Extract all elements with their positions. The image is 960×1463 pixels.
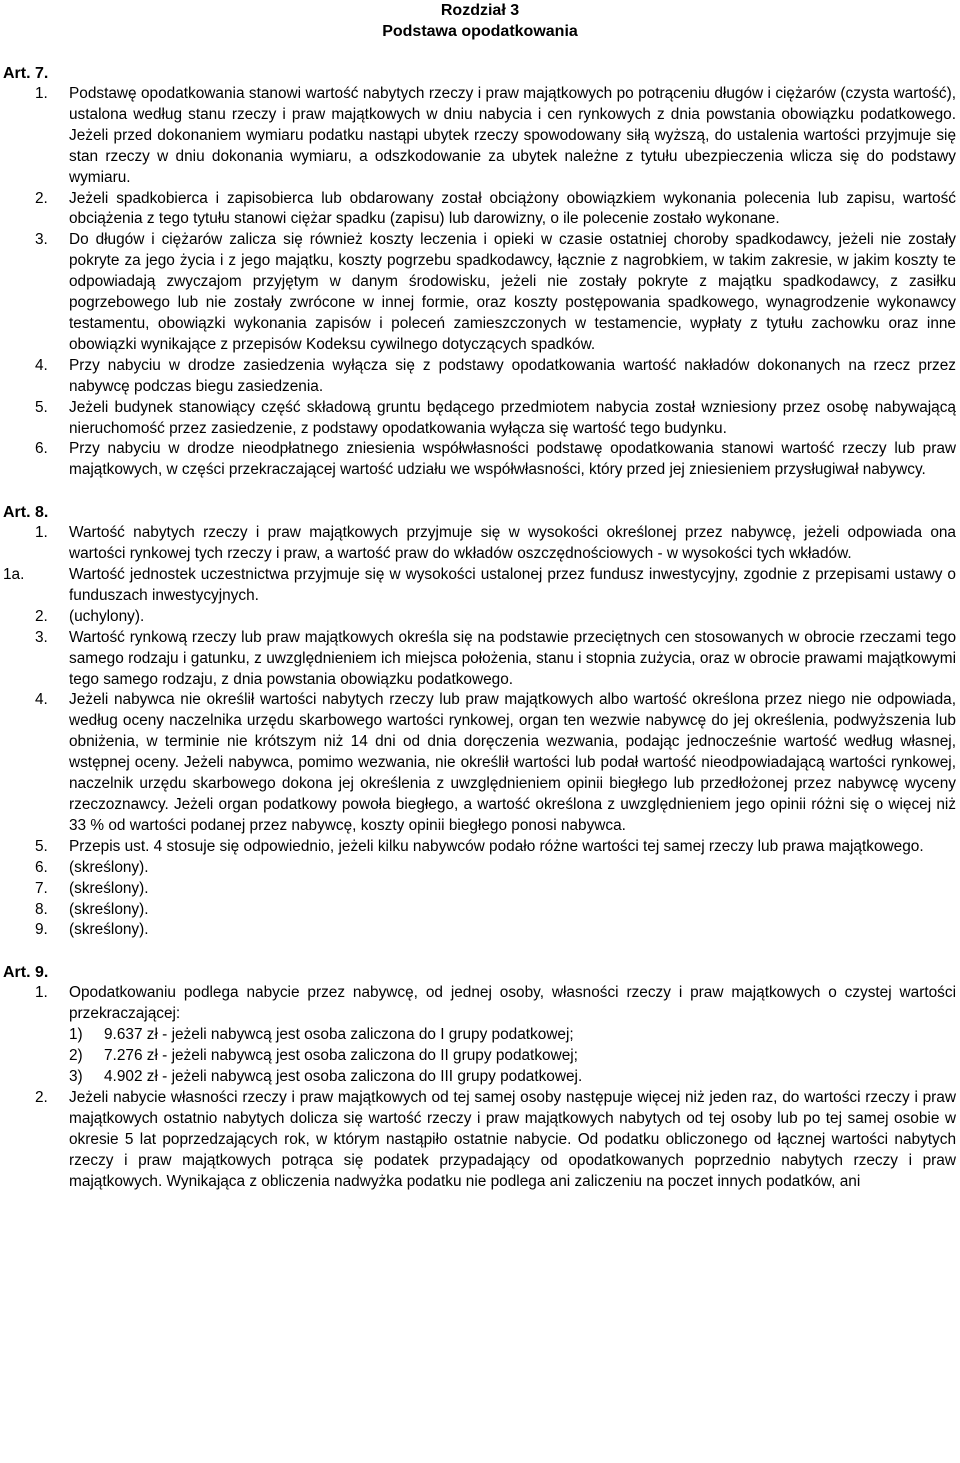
paragraph [0, 983, 960, 1025]
paragraph-number: 1a. [3, 566, 25, 584]
paragraph [0, 858, 960, 879]
paragraph-text: Opodatkowaniu podlega nabycie przez nabywcę, od jednej osoby, własności rzeczy i praw majątkowych o czystej wartości przekraczającej: [69, 984, 956, 1023]
paragraph [0, 607, 960, 628]
article-label: Art. 8. [3, 504, 49, 522]
paragraph [0, 879, 960, 900]
article-label: Art. 7. [3, 65, 49, 82]
list-item-number: 3) [69, 1067, 83, 1085]
paragraph [0, 565, 960, 607]
list-item-number: 1) [69, 1026, 83, 1044]
paragraph [0, 1088, 960, 1193]
paragraph-number: 1. [35, 524, 48, 542]
article-7 [0, 63, 960, 481]
paragraph [0, 523, 960, 565]
paragraph [0, 690, 960, 836]
paragraph-number: 8. [35, 900, 48, 918]
paragraph-text: Jeżeli nabywca nie określił wartości nabytych rzeczy lub praw majątkowych albo wartość określona przez niego nie odpowiada, według oceny naczelnika urzędu skarbowego wartości rynkowej, organ ten wezwie nabywcę do jej określenia, podwyższenia lub obniżenia, w terminie nie krótszym niż 14 dni od dnia doręczenia wezwania, podając jednocześnie wartość według własnej, wstępnej oceny. Jeżeli nabywca, pomimo wezwania, nie określił wartości lub podał wartość nieodpowiadającą wartości rynkowej, naczelnik urzędu skarbowego dokona jej określenia z uwzględnieniem opinii biegłego lub przedłożonej przez nabywcę wyceny rzeczoznawcy. Jeżeli organ podatkowy powoła biegłego, a wartość określona z uwzględnieniem jego opinii różni się o więcej niż 33 % od wartości podanej przez nabywcę, koszty opinii biegłego ponosi nabywca. [69, 691, 956, 834]
list-item [0, 1046, 960, 1067]
paragraph-number: 4. [35, 691, 48, 709]
paragraph [0, 439, 960, 481]
paragraph-number: 3. [35, 628, 48, 646]
paragraph [0, 356, 960, 398]
paragraph-number: 9. [35, 921, 48, 939]
paragraph-number: 1. [35, 85, 48, 102]
list-item [0, 1067, 960, 1088]
paragraph-text: Przy nabyciu w drodze zasiedzenia wyłącza się z podstawy opodatkowania wartość nakładów dokonanych na rzecz przez nabywcę podczas biegu zasiedzenia. [69, 356, 956, 395]
list-item-number: 2) [69, 1047, 83, 1065]
paragraph-text: Wartość rynkową rzeczy lub praw majątkowych określa się na podstawie przeciętnych cen stosowanych w obrocie rzeczami tego samego rodzaju i gatunku, z uwzględnieniem ich miejsca położenia, stanu i stopnia zużycia, oraz w obrocie prawami majątkowymi tego samego rodzaju, z dnia powstania obowiązku podatkowego. [69, 628, 956, 688]
paragraph-number: 2. [35, 607, 48, 625]
paragraph-number: 2. [35, 189, 48, 207]
chapter-title: Rozdział 3 [440, 2, 520, 19]
paragraph-text: Do długów i ciężarów zalicza się również koszty leczenia i opieki w czasie ostatniej choroby spadkodawcy, jeżeli nie zostały pokryte za jego życia i z jego majątku, koszty pogrzebu spadkodawcy, łącznie z nagrobkiem, w takim zakresie, w jakim koszty te odpowiadają zwyczajom przyjętym w danym środowisku, jeżeli nie zostały pokryte z majątku spadkodawcy, z zasiłku pogrzebowego lub nie zostały zwrócone w innej formie, oraz koszty postępowania spadkowego, wynagrodzenie wykonawcy testamentu, obowiązki wykonania zapisów i poleceń zamieszczonych w testamencie, wypłaty z tytułu zachowku oraz inne obowiązki wynikające z przepisów Kodeksu cywilnego dotyczących spadków. [69, 231, 956, 353]
article-9 [0, 962, 960, 1192]
paragraph-text: (uchylony). [69, 607, 145, 625]
paragraph-number: 5. [35, 398, 48, 416]
paragraph [0, 837, 960, 858]
paragraph-text: (skreślony). [69, 879, 149, 897]
paragraph-number: 1. [35, 984, 48, 1002]
paragraph [0, 398, 960, 440]
spacer [0, 481, 960, 502]
paragraph [0, 900, 960, 921]
paragraph-text: Przy nabyciu w drodze nieodpłatnego zniesienia współwłasności podstawę opodatkowania stanowi wartość rzeczy lub praw majątkowych, w części przekraczającej wartość udziału we współwłasności, który przed jej zniesieniem przysługiwał nabywcy. [69, 440, 956, 479]
paragraph-number: 5. [35, 837, 48, 855]
paragraph-text: (skreślony). [69, 858, 149, 876]
paragraph-text: Jeżeli spadkobierca i zapisobierca lub obdarowany został obciążony obowiązkiem wykonania polecenia lub zapisu, wartość obciążenia z tego tytułu stanowi ciężar spadku (zapisu) lub darowizny, o ile polecenie zostało wykonane. [69, 189, 956, 228]
article-label: Art. 9. [3, 964, 49, 982]
paragraph [0, 628, 960, 691]
paragraph-text: Wartość nabytych rzeczy i praw majątkowych przyjmuje się w wysokości określonej przez nabywcę, jeżeli odpowiada ona wartości rynkowej tych rzeczy i praw, a wartość praw do wkładów oszczędnościowych - w wysokości tych wkładów. [69, 524, 956, 563]
article-8 [0, 502, 960, 941]
list-item [0, 1025, 960, 1046]
list-item-text: 7.276 zł - jeżeli nabywcą jest osoba zaliczona do II grupy podatkowej; [104, 1047, 578, 1065]
paragraph-number: 3. [35, 231, 48, 249]
paragraph-text: Jeżeli nabycie własności rzeczy i praw majątkowych od tej samej osoby następuje więcej niż jeden raz, do wartości rzeczy i praw majątkowych ostatnio nabytych dolicza się wartość rzeczy i praw majątkowych nabytych od tej osoby lub po tej samej osobie w okresie 5 lat poprzedzających rok, w którym nastąpiło ostatnie nabycie. Od podatku obliczonego od łącznej wartości nabytych rzeczy i praw majątkowych potrąca się podatek przypadający od opodatkowanych poprzednio nabytych rzeczy i praw majątkowych. Wynikająca z obliczenia nadwyżka podatku nie podlega ani zaliczeniu na poczet innych podatków, ani [69, 1088, 956, 1190]
paragraph-number: 7. [35, 879, 48, 897]
paragraph [0, 230, 960, 355]
chapter-subtitle: Podstawa opodatkowania [382, 23, 578, 40]
spacer [0, 941, 960, 962]
paragraph-text: Podstawę opodatkowania stanowi wartość nabytych rzeczy i praw majątkowych po potrąceniu długów i ciężarów (czysta wartość), ustalona według stanu rzeczy i praw majątkowych w dniu nabycia i cen rynkowych z dnia powstania obowiązku podatkowego. Jeżeli przed dokonaniem wymiaru podatku nastąpi ubytek rzeczy spowodowany siłą wyższą, do ustalenia wartości przyjmuje się stan rzeczy w dniu dokonania wymiaru, a odszkodowanie za ubytek należne z tytułu ubezpieczenia wlicza się do podstawy wymiaru. [69, 85, 956, 186]
paragraph-text: Jeżeli budynek stanowiący część składową gruntu będącego przedmiotem nabycia został wzniesiony przez osobę nabywającą nieruchomość przez zasiedzenie, z podstawy opodatkowania wyłącza się wartość tego budynku. [69, 398, 956, 437]
paragraph [0, 189, 960, 231]
paragraph [0, 920, 960, 941]
paragraph [0, 84, 960, 189]
paragraph-number: 2. [35, 1088, 48, 1106]
paragraph-text: Wartość jednostek uczestnictwa przyjmuje się w wysokości ustalonej przez fundusz inwestycyjny, zgodnie z przepisami ustawy o funduszach inwestycyjnych. [69, 566, 956, 604]
spacer [0, 42, 960, 63]
paragraph-text: (skreślony). [69, 900, 149, 918]
paragraph-number: 6. [35, 858, 48, 876]
paragraph-number: 6. [35, 440, 48, 458]
paragraph-text: Przepis ust. 4 stosuje się odpowiednio, jeżeli kilku nabywców podało różne wartości tej samej rzeczy lub prawa majątkowego. [69, 837, 924, 855]
paragraph-number: 4. [35, 356, 48, 374]
paragraph-text: (skreślony). [69, 921, 149, 939]
list-item-text: 9.637 zł - jeżeli nabywcą jest osoba zaliczona do I grupy podatkowej; [104, 1026, 574, 1044]
list-item-text: 4.902 zł - jeżeli nabywcą jest osoba zaliczona do III grupy podatkowej. [104, 1067, 583, 1085]
